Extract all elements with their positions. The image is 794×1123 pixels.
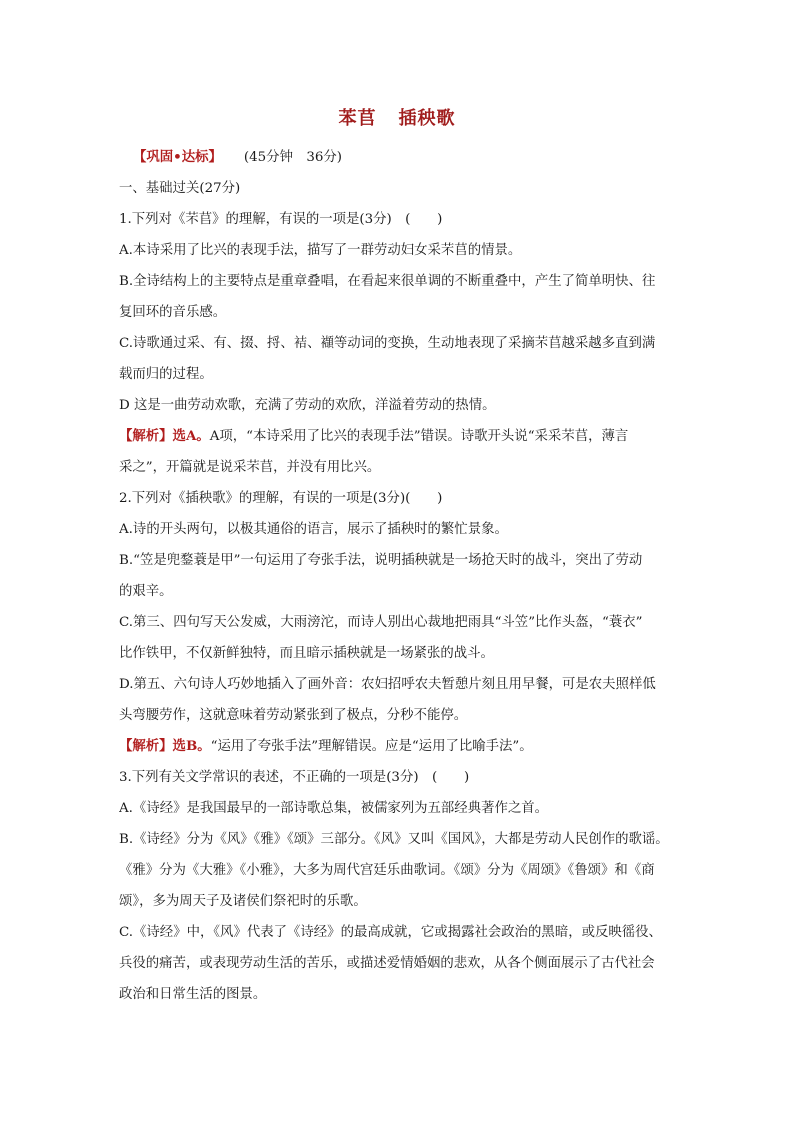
q2-analysis-label: 【解析】选B。 [119, 738, 211, 754]
q3-option-b-line1: B.《诗经》分为《风》《雅》《颂》三部分。《风》又叫《国风》，大都是劳动人民创作的歌谣。 [119, 832, 669, 847]
q1-analysis-label: 【解析】选A。 [119, 428, 210, 444]
q2-option-c-line2: 比作铁甲，不仅新鲜独特，而且暗示插秧就是一场紧张的战斗。 [119, 646, 494, 661]
q1-option-a: A.本诗采用了比兴的表现手法，描写了一群劳动妇女采芣苢的情景。 [119, 243, 522, 258]
q1-option-d: D 这是一曲劳动欢歌，充满了劳动的欢欣，洋溢着劳动的热情。 [119, 398, 496, 413]
q1-option-b-line1: B.全诗结构上的主要特点是重章叠唱，在看起来很单调的不断重叠中，产生了简单明快、往 [119, 274, 656, 289]
q1-stem: 1.下列对《芣苢》的理解，有误的一项是(3分) ( ) [119, 212, 443, 227]
q3-option-c-line3: 政治和日常生活的图景。 [119, 987, 267, 1002]
q1-analysis-text: A项，“本诗采用了比兴的表现手法”错误。诗歌开头说“采采芣苢，薄言 [209, 429, 629, 444]
q2-option-b-line2: 的艰辛。 [119, 584, 173, 599]
q3-option-a: A.《诗经》是我国最早的一部诗歌总集，被儒家列为五部经典著作之首。 [119, 801, 549, 816]
page-title [0, 104, 794, 130]
time-score: (45分钟 36分) [243, 150, 342, 165]
q2-analysis-text: “运用了夸张手法”理解错误。应是“运用了比喻手法”。 [210, 739, 533, 754]
q3-option-c-line2: 兵役的痛苦，或表现劳动生活的苦乐，或描述爱情婚姻的悲欢，从各个侧面展示了古代社会 [119, 956, 655, 971]
q3-option-c-line1: C.《诗经》中，《风》代表了《诗经》的最高成就，它或揭露社会政治的黑暗，或反映徭役、 [119, 925, 662, 940]
q3-stem: 3.下列有关文学常识的表述，不正确的一项是(3分) ( ) [119, 770, 470, 785]
title-poem-2: 插秧歌 [398, 108, 456, 129]
q2-stem: 2.下列对《插秧歌》的理解，有误的一项是(3分)( ) [119, 491, 443, 506]
q1-option-c-line1: C.诗歌通过采、有、掇、捋、袺、襭等动词的变换，生动地表现了采摘芣苢越采越多直到满 [119, 336, 656, 351]
q2-option-d-line2: 头弯腰劳作，这就意味着劳动紧张到了极点，分秒不能停。 [119, 708, 468, 723]
q3-option-b-line2: 《雅》分为《大雅》《小雅》，大多为周代宫廷乐曲歌词。《颂》分为《周颂》《鲁颂》和《商 [119, 863, 655, 878]
q1-analysis-line2: 采之”，开篇就是说采芣苢，并没有用比兴。 [119, 460, 381, 475]
section-tag: 【巩固•达标】 [133, 149, 222, 165]
q1-option-b-line2: 复回环的音乐感。 [119, 305, 227, 320]
q2-option-c-line1: C.第三、四句写天公发威，大雨滂沱，而诗人别出心裁地把雨具“斗笠”比作头盔，“蓑衣” [119, 615, 643, 630]
exercise-header [119, 142, 679, 173]
q1-analysis-line1 [119, 421, 679, 452]
q2-analysis-line1 [119, 731, 679, 762]
title-poem-1: 苯苢 [338, 108, 377, 129]
q1-option-c-line2: 载而归的过程。 [119, 367, 213, 382]
exercise-content [119, 142, 679, 1010]
q2-option-d-line1: D.第五、六句诗人巧妙地插入了画外音：农妇招呼农夫暂憩片刻且用早餐，可是农夫照样低 [119, 677, 656, 692]
q3-option-b-line3: 颂》，多为周天子及诸侯们祭祀时的乐歌。 [119, 894, 367, 909]
section-heading: 一、基础过关(27分) [119, 181, 241, 196]
q2-option-b-line1: B.“笠是兜鍪蓑是甲”一句运用了夸张手法，说明插秧就是一场抢天时的战斗，突出了劳动 [119, 553, 643, 568]
q2-option-a: A.诗的开头两句，以极其通俗的语言，展示了插秧时的繁忙景象。 [119, 522, 508, 537]
